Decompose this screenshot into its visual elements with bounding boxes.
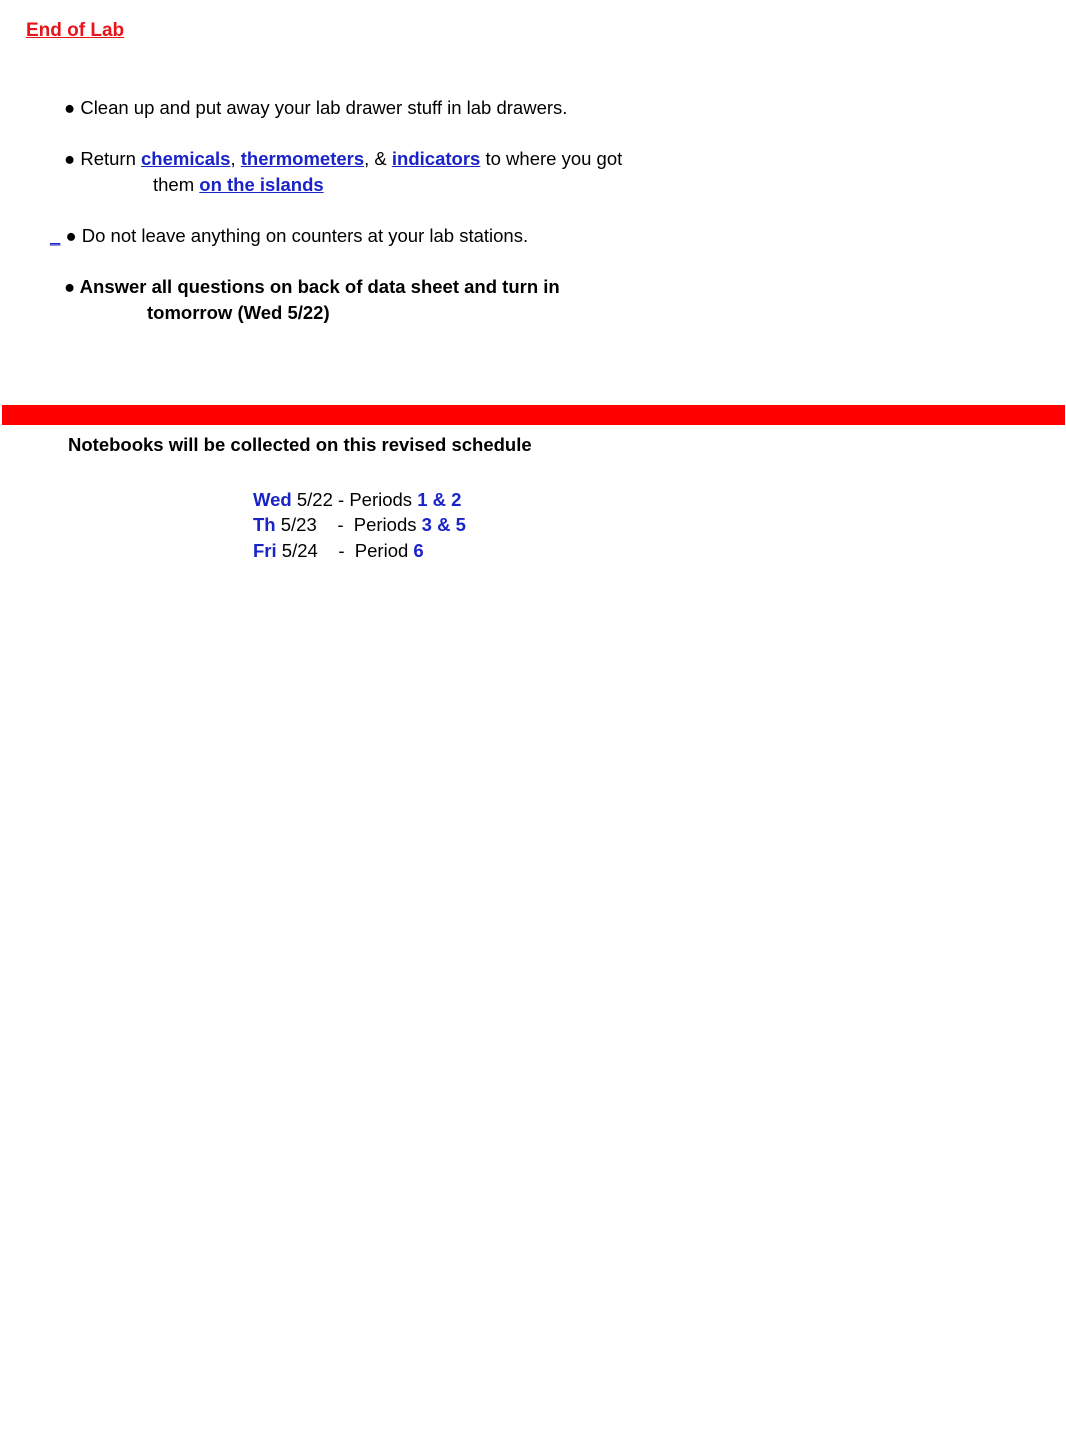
schedule-periods: 3 & 5 [421, 514, 466, 535]
thermometers-link[interactable]: thermometers [240, 148, 365, 169]
schedule-day: Fri [253, 540, 277, 561]
bullet-icon: ● [64, 97, 76, 118]
instruction-text: Answer all questions on back of data sheet and turn in [79, 276, 560, 297]
instruction-answer-due [147, 302, 330, 324]
chemicals-link[interactable]: chemicals [141, 148, 231, 169]
schedule-periods: 6 [413, 540, 424, 561]
schedule-row [253, 540, 424, 562]
schedule-label: Periods [353, 514, 417, 535]
schedule-date: 5/24 - [281, 540, 345, 561]
bullet-icon: ● [64, 276, 76, 297]
notebooks-heading: Notebooks will be collected on this revised schedule [68, 434, 532, 455]
schedule-date: 5/22 - [296, 489, 345, 510]
schedule-periods: 1 & 2 [417, 489, 462, 510]
schedule-date: 5/23 - [280, 514, 344, 535]
indicators-link[interactable]: indicators [391, 148, 481, 169]
instruction-return-continued [153, 174, 324, 196]
separator-text: , & [364, 148, 387, 169]
instruction-text: Clean up and put away your lab drawer stuff in lab drawers. [80, 97, 568, 118]
instruction-clean-up [64, 97, 567, 119]
on-the-islands-link[interactable]: on the islands [199, 174, 324, 195]
instruction-text: Return [80, 148, 136, 169]
bullet-icon: ● [65, 225, 77, 246]
instruction-text: Do not leave anything on counters at your lab stations. [81, 225, 529, 246]
schedule-row [253, 514, 466, 536]
bullet-icon: ● [64, 148, 76, 169]
instruction-return-items [64, 148, 622, 170]
schedule-row [253, 489, 461, 511]
page-title: End of Lab [26, 20, 125, 41]
red-divider-bar [2, 405, 1065, 425]
instruction-answer-questions [64, 276, 560, 298]
separator-text: , [230, 148, 236, 169]
schedule-day: Wed [253, 489, 292, 510]
underscore-link[interactable]: _ [50, 225, 61, 246]
instruction-text: to where you got [485, 148, 623, 169]
due-date-text: tomorrow (Wed 5/22) [147, 302, 330, 323]
schedule-label: Periods [349, 489, 413, 510]
instruction-counters [50, 225, 528, 247]
schedule-label: Period [354, 540, 409, 561]
instruction-text: them [153, 174, 195, 195]
schedule-day: Th [253, 514, 276, 535]
